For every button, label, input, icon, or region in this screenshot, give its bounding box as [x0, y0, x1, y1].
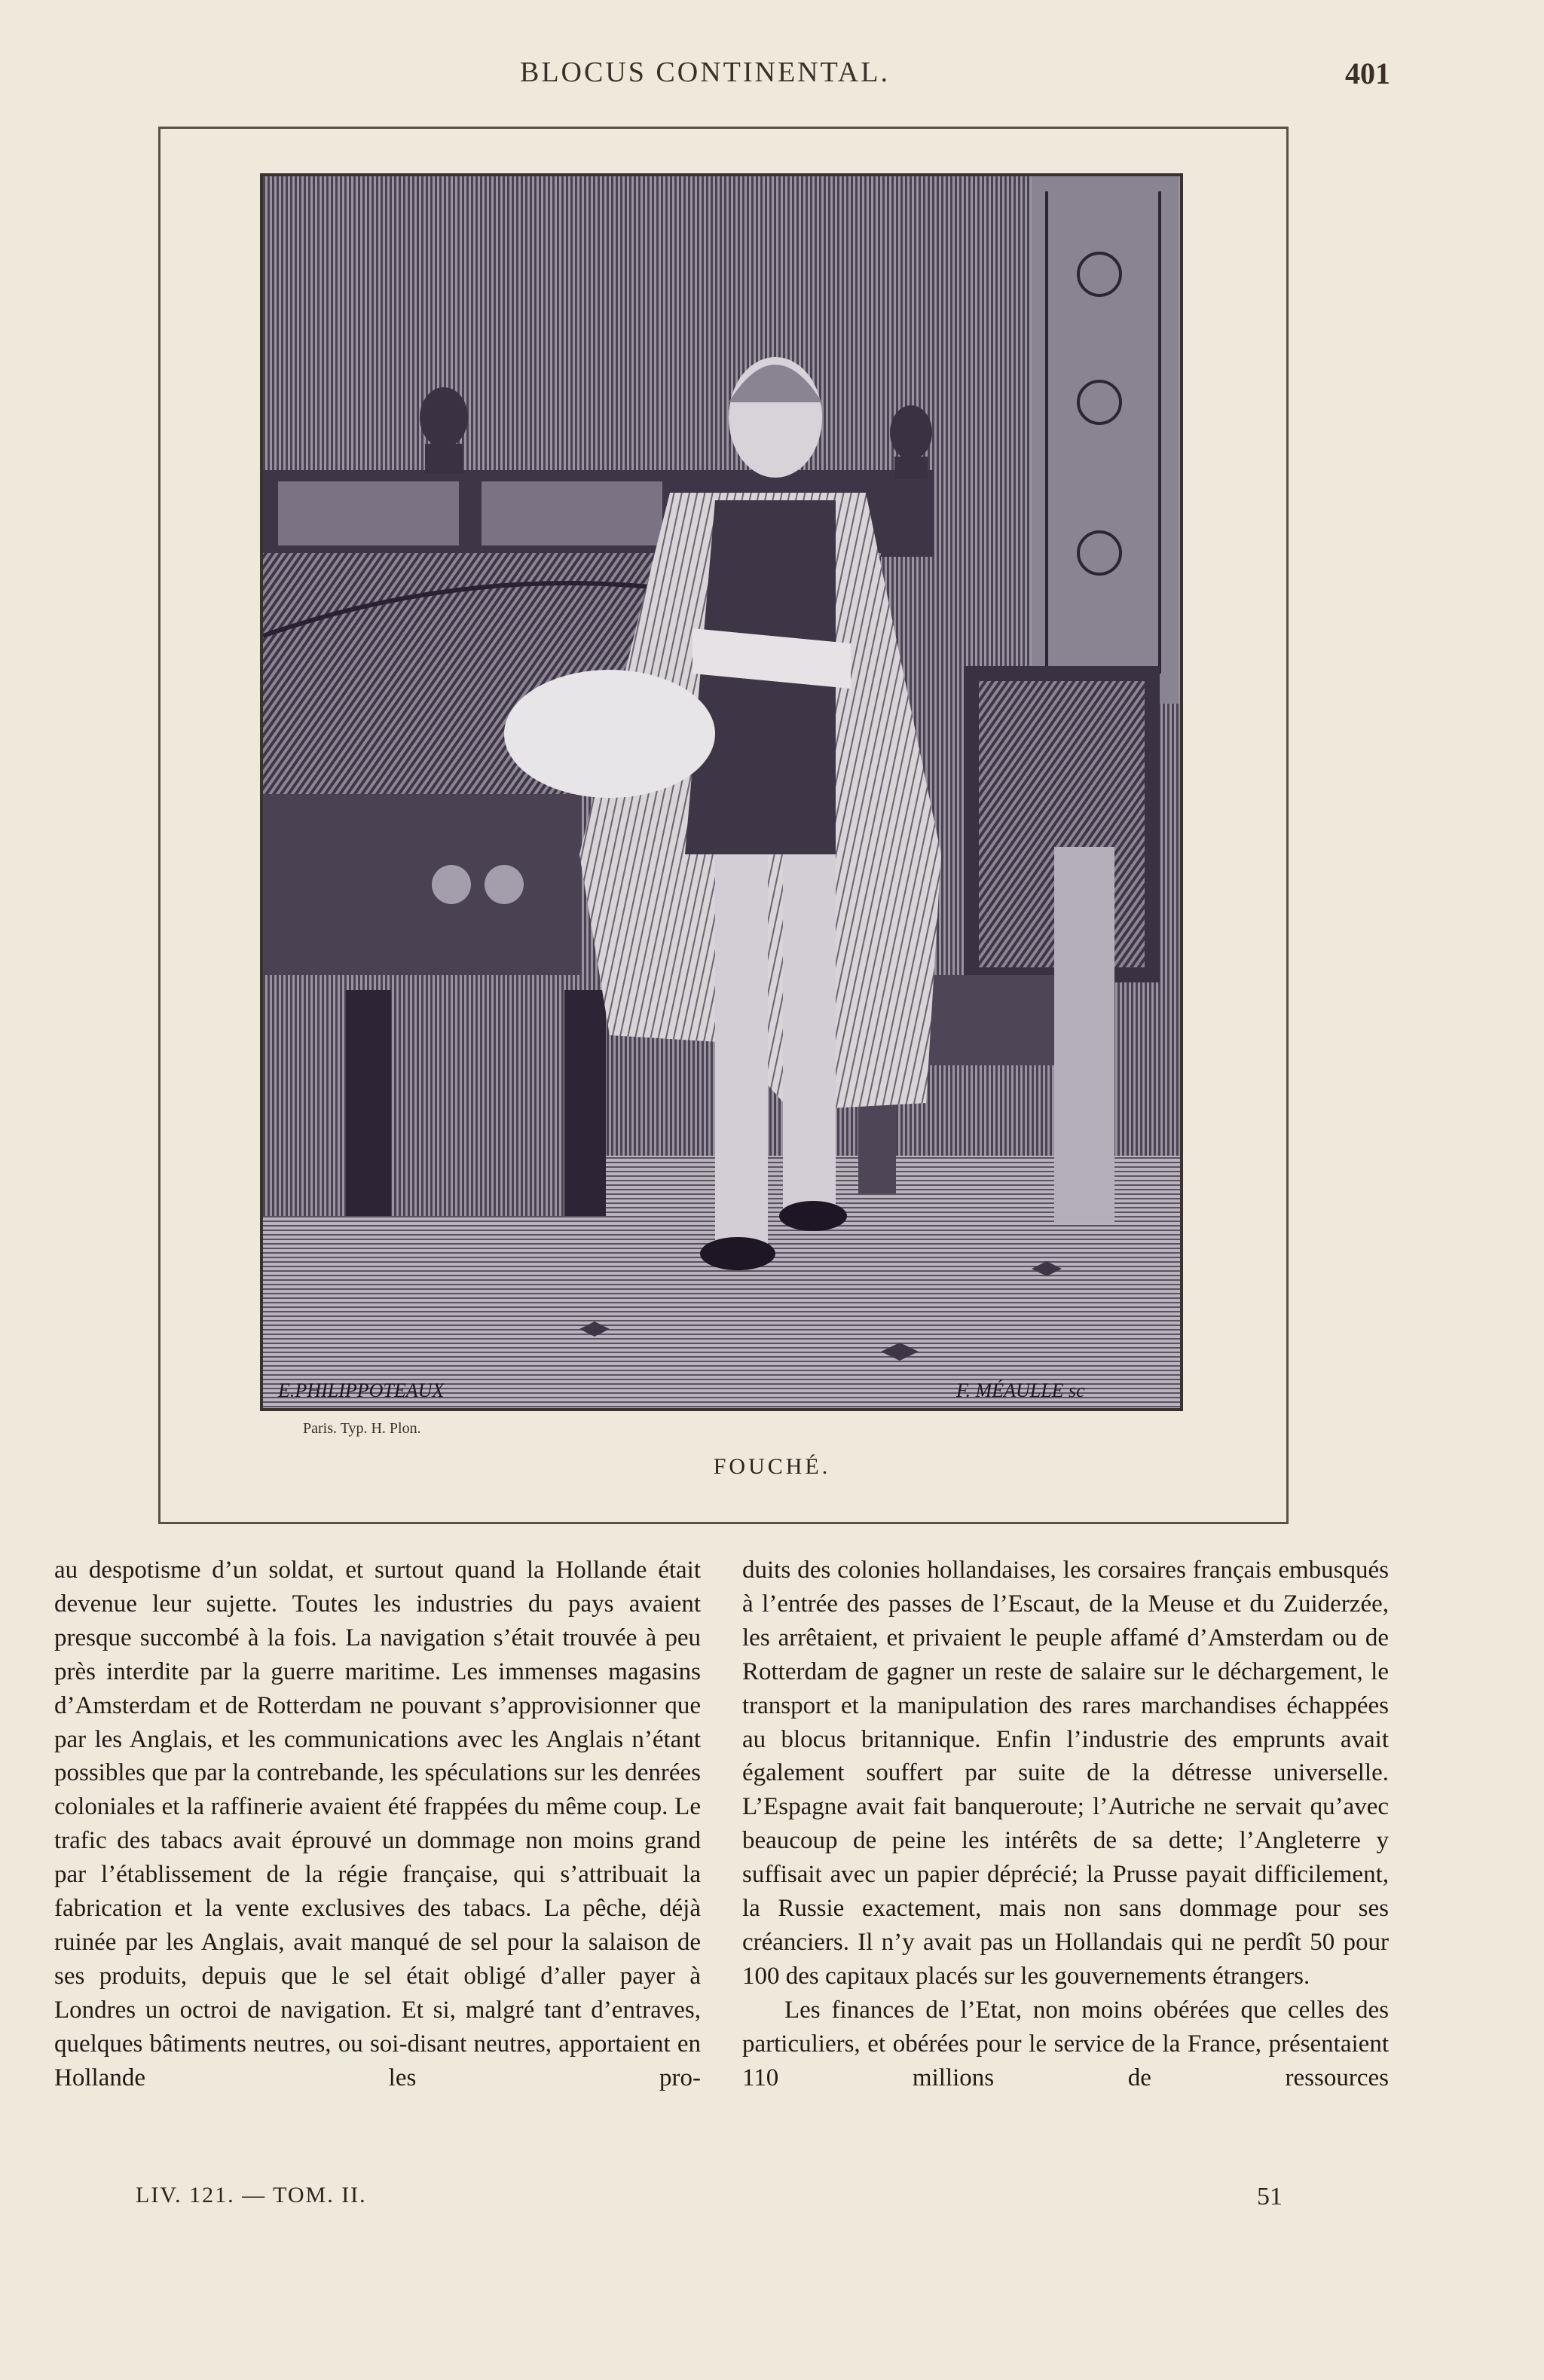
page-number: 401: [1345, 57, 1390, 90]
engraver-signature: F. MÉAULLE sc: [956, 1379, 1085, 1401]
printer-credit: Paris. Typ. H. Plon.: [303, 1420, 421, 1437]
signature-mark: LIV. 121. — TOM. II.: [136, 2183, 367, 2207]
sheet-number: 51: [1257, 2183, 1283, 2210]
illustration-caption: FOUCHÉ.: [713, 1454, 831, 1479]
text-column-right: [742, 1554, 1389, 2095]
portrait-engraving: [260, 173, 1183, 1411]
left-column-text: au despotisme d’un soldat, et surtout quand la Hollande était devenue leur sujette. Toutes les industries du pays avaient presque succombé à la fois. La navigation s’était trouvée à peu près interdite par la guerre maritime. Les immenses magasins d’Amsterdam et de Rotterdam ne pouvant s’approvisionner que par les Anglais, et les communications avec les Anglais n’étant possibles que par la contrebande, les spéculations sur les denrées coloniales et la raffinerie avaient été frappées du même coup. Le trafic des tabacs avait éprouvé un dommage non moins grand par l’établissement de la régie française, qui s’attribuait la fabrication et la vente exclusives des tabacs. La pêche, déjà ruinée par les Anglais, avait manqué de sel pour la salaison de ses produits, depuis que le sel était obligé d’aller payer à Londres un octroi de navigation. Et si, malgré tant d’entraves, quelques bâtiments neutres, ou soi-disant neutres, apportaient en Hollande les pro-: [54, 1557, 701, 2091]
text-column-left: [54, 1554, 701, 2095]
right-column-paragraph-2: Les finances de l’Etat, non moins obérées que celles des particuliers, et obérées pour le service de la France, présentaient 110 millions de ressources: [742, 1996, 1389, 2091]
running-title: BLOCUS CONTINENTAL.: [520, 57, 890, 88]
artist-signature: E.PHILIPPOTEAUX: [278, 1379, 445, 1401]
running-head: [0, 56, 1544, 101]
right-column-paragraph-1: duits des colonies hollandaises, les corsaires français embusqués à l’entrée des passes de l’Escaut, de la Meuse et du Zuiderzée, les arrêtaient, et privaient le peuple affamé d’Amsterdam ou de Rotterdam de gagner un reste de salaire sur le déchargement, le transport et la manipulation des rares marchandises échappées au blocus britannique. Enfin l’industrie des emprunts avait également souffert par suite de la détresse universelle. L’Espagne avait fait banqueroute; l’Autriche ne servait qu’avec beaucoup de peine les intérêts de sa dette; l’Angleterre y suffisait avec un papier déprécié; la Prusse payait difficilement, la Russie exactement, mais non sans dommage pour ses créanciers. Il n’y avait pas un Hollandais qui ne perdît 50 pour 100 des capitaux placés sur les gouvernements étrangers.: [742, 1557, 1389, 1990]
